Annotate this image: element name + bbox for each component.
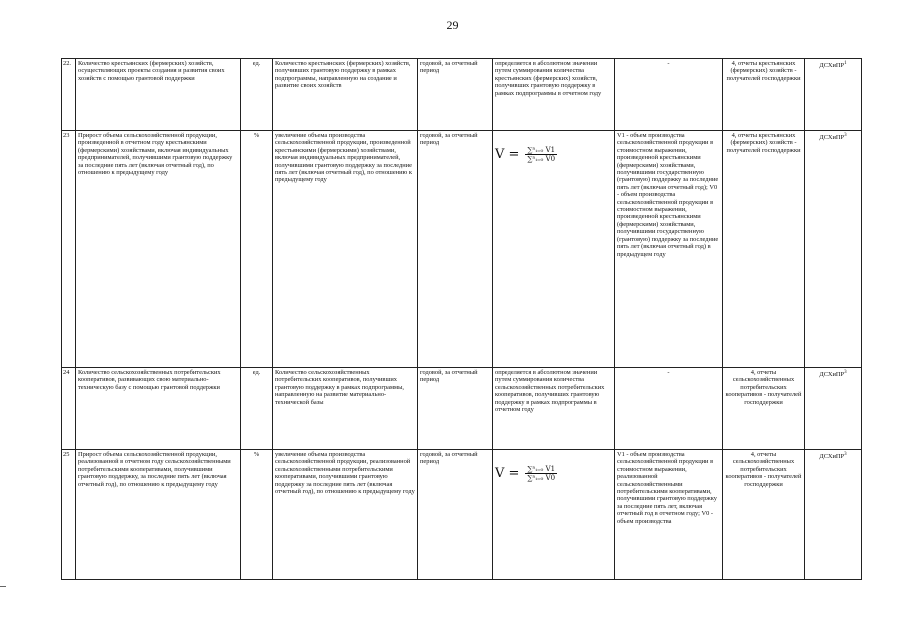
page-number: 29 [446, 18, 459, 32]
variables-description: V1 - объем производства сельскохозяйственной продукции в стоимостном выражении, реализованной сельскохозяйственными потребительскими кооперативами, получившими грантовую поддержку за последние пять лет, включая отчетный год в отчетном году; V0 - объем производства [615, 450, 723, 580]
formula-numerator: ∑ⁿᵢ₌₀ V1 [527, 465, 556, 473]
formula-lhs: V = [495, 465, 520, 481]
margin-mark [0, 586, 6, 587]
indicator-name: Количество сельскохозяйственных потребительских кооперативов, развивающих свою материально-техническую базу с помощью грантовой поддержки [76, 368, 241, 450]
variables-description: V1 - объем производства сельскохозяйственной продукции в стоимостном выражении, произведенной крестьянскими (фермерскими) хозяйствами, получившими государственную (грантовую) поддержку за последние пять лет (включая отчетный год); V0 - объем производства сельскохозяйственной продукции в стоимостном выражении, произведенной крестьянскими (фермерскими) хозяйствами, получившими государственную (грантовую) поддержку за последние пять лет (включая отчетный год) в предыдущем году [615, 131, 723, 368]
responsible-footnote: 1 [844, 61, 847, 66]
data-source: 4, отчеты сельскохозяйственных потребительских кооперативов - получателей господдержки [723, 368, 805, 450]
unit: % [241, 450, 273, 580]
responsible-footnote: 3 [844, 370, 847, 375]
responsible-name: ДСХиПР [819, 134, 845, 142]
row-number: 23 [62, 131, 76, 368]
formula-numerator: ∑ⁿᵢ₌₀ V1 [527, 146, 556, 154]
formula [495, 465, 612, 482]
data-source: 4, отчеты крестьянских (фермерских) хозяйств - получателей господдержки [723, 59, 805, 131]
formula-fraction [525, 146, 557, 163]
periodicity: годовой, за отчетный период [418, 59, 493, 131]
table-row [62, 59, 862, 131]
calculation-method [493, 368, 615, 450]
indicator-definition: увеличение объема производства сельскохозяйственной продукции, произведенной крестьянскими (фермерскими) хозяйствами, включая индивидуальных предпринимателей, получившими грантовую поддержку за последние пять лет (включая отчетный год), по отношению к предыдущему году [273, 131, 418, 368]
periodicity: годовой, за отчетный период [418, 450, 493, 580]
calculation-text: определяется в абсолютном значении путем суммирования количества сельскохозяйственных потребительских кооперативов, получивших грантовую поддержку в рамках подпрограммы в отчетном году [495, 369, 605, 414]
row-number: 24 [62, 368, 76, 450]
responsible [805, 131, 862, 368]
responsible-name: ДСХиПР [819, 453, 845, 461]
row-number: 25 [62, 450, 76, 580]
indicator-name: Прирост объема сельскохозяйственной продукции, реализованной в отчетном году сельскохозяйственными потребительскими кооперативами, получившими грантовую поддержку, за последние пять лет (включая отчетный год), по отношению к предыдущему году [76, 450, 241, 580]
indicator-definition: увеличение объема производства сельскохозяйственной продукции, реализованной сельскохозяйственными потребительскими кооперативами, получившими грантовую поддержку за последние пять лет (включая отчетный год), по отношению к предыдущему году [273, 450, 418, 580]
indicator-definition: Количество сельскохозяйственных потребительских кооперативов, получивших грантовую поддержку в рамках подпрограммы, направленную на развитие материально-технической базы [273, 368, 418, 450]
responsible-name: ДСХиПР [819, 62, 845, 70]
formula-fraction [525, 465, 557, 482]
calculation-method [493, 59, 615, 131]
indicator-definition: Количество крестьянских (фермерских) хозяйств, получивших грантовую поддержку в рамках подпрограммы, направленную на создание и развитие своих хозяйств [273, 59, 418, 131]
responsible [805, 450, 862, 580]
calculation-text: определяется в абсолютном значении путем суммирования количества крестьянских (фермерских) хозяйств, получивших грантовую поддержку в рамках подпрограммы в отчетном году [495, 60, 602, 97]
responsible-name: ДСХиПР [819, 371, 845, 379]
unit: % [241, 131, 273, 368]
variables-description: - [615, 59, 723, 131]
unit: ед. [241, 368, 273, 450]
data-source: 4, отчеты сельскохозяйственных потребительских кооперативов - получателей господдержки [723, 450, 805, 580]
formula [495, 146, 612, 163]
calculation-method [493, 131, 615, 368]
formula-lhs: V = [495, 146, 520, 162]
periodicity: годовой, за отчетный период [418, 131, 493, 368]
calculation-method [493, 450, 615, 580]
formula-denominator: ∑ⁿᵢ₌₀ V0 [527, 155, 556, 163]
responsible [805, 59, 862, 131]
periodicity: годовой, за отчетный период [418, 368, 493, 450]
responsible-footnote: 3 [844, 133, 847, 138]
indicator-name: Количество крестьянских (фермерских) хозяйств, осуществляющих проекты создания и развития своих хозяйств с помощью грантовой поддержки [76, 59, 241, 131]
indicators-table [61, 58, 862, 580]
table-row [62, 131, 862, 368]
table-row [62, 368, 862, 450]
responsible-footnote: 3 [844, 452, 847, 457]
formula-denominator: ∑ⁿᵢ₌₀ V0 [527, 474, 556, 482]
table-row [62, 450, 862, 580]
unit: ед. [241, 59, 273, 131]
row-number: 22. [62, 59, 76, 131]
responsible [805, 368, 862, 450]
variables-description: - [615, 368, 723, 450]
indicator-name: Прирост объема сельскохозяйственной продукции, произведенной в отчетном году крестьянскими (фермерскими) хозяйствами, включая индивидуальных предпринимателей, получившими грантовую поддержку за последние пять лет (включая отчетный год), по отношению к предыдущему году [76, 131, 241, 368]
data-source: 4, отчеты крестьянских (фермерских) хозяйств - получателей господдержки [723, 131, 805, 368]
